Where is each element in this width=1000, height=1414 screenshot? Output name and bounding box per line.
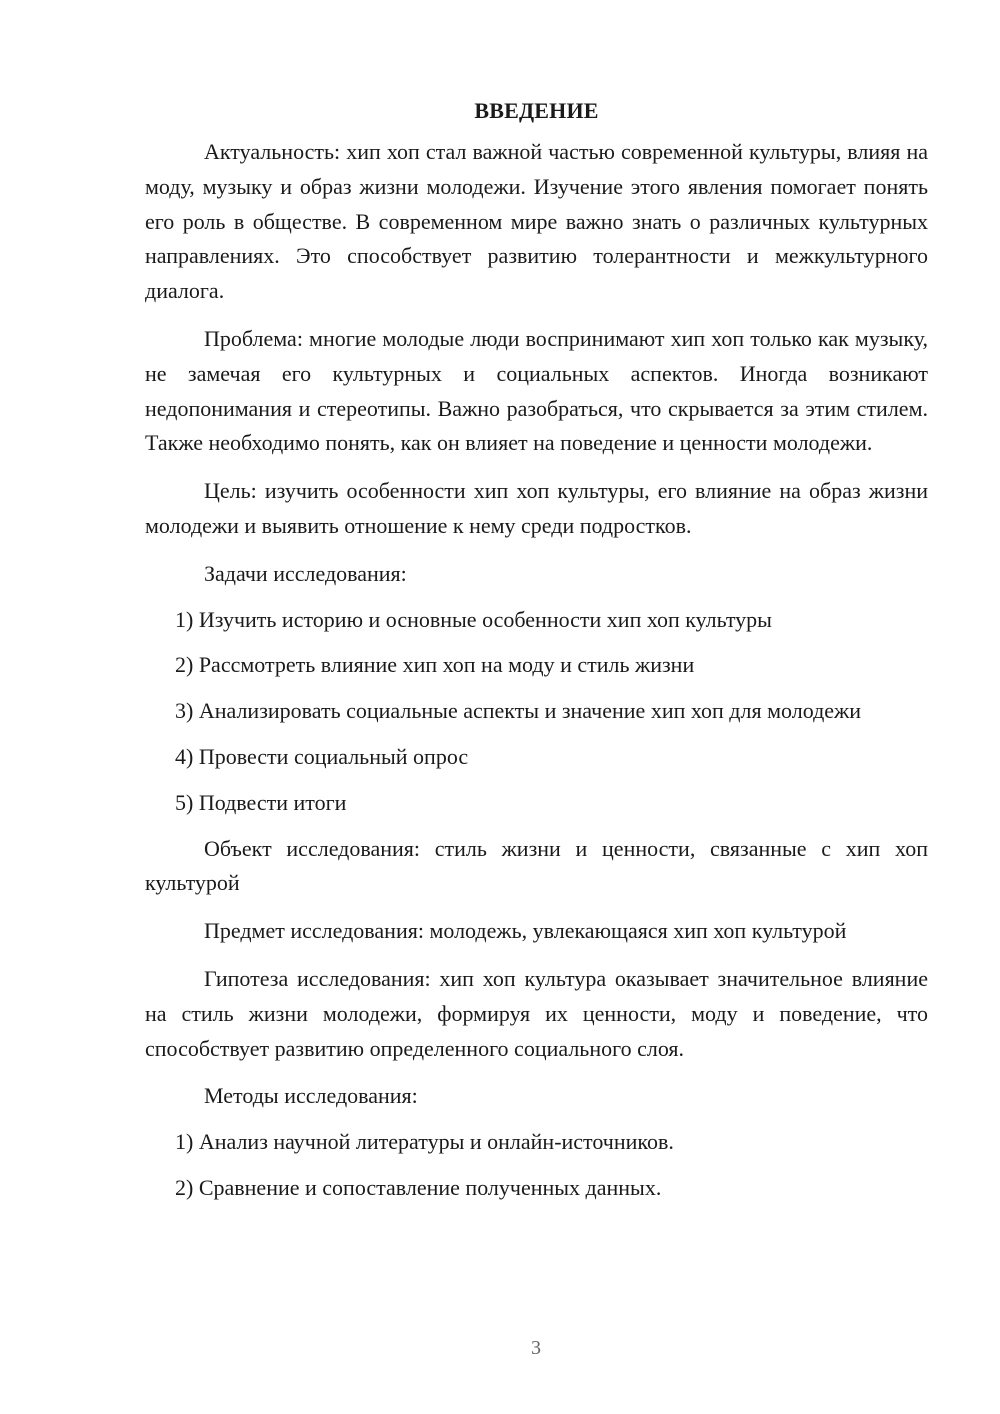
method-item-2: 2) Сравнение и сопоставление полученных данных. — [175, 1174, 662, 1200]
hypothesis-paragraph: Гипотеза исследования: хип хоп культура оказывает значительное влияние на стиль жизни молодежи, формируя их ценности, моду и поведение, что способствует развитию определенного социального слоя. — [145, 965, 928, 1061]
task-item-3: 3) Анализировать социальные аспекты и значение хип хоп для молодежи — [175, 698, 862, 724]
page-number: 3 — [531, 1337, 541, 1359]
task-item-2: 2) Рассмотреть влияние хип хоп на моду и стиль жизни — [175, 652, 695, 678]
relevance-paragraph: Актуальность: хип хоп стал важной частью современной культуры, влияя на моду, музыку и образ жизни молодежи. Изучение этого явления помогает понять его роль в обществе. В современном мире важно знать о различных культурных направлениях. Это способствует развитию толерантности и межкультурного диалога. — [145, 139, 928, 304]
methods-heading: Методы исследования: — [204, 1083, 418, 1109]
subject-paragraph: Предмет исследования: молодежь, увлекающаяся хип хоп культурой — [204, 918, 847, 944]
task-item-4: 4) Провести социальный опрос — [175, 743, 469, 769]
method-item-1: 1) Анализ научной литературы и онлайн-источников. — [175, 1129, 674, 1155]
task-item-1: 1) Изучить историю и основные особенности хип хоп культуры — [175, 606, 772, 632]
goal-paragraph: Цель: изучить особенности хип хоп культуры, его влияние на образ жизни молодежи и выявить отношение к нему среди подростков. — [145, 478, 928, 538]
problem-paragraph: Проблема: многие молодые люди воспринимают хип хоп только как музыку, не замечая его культурных и социальных аспектов. Иногда возникают недопонимания и стереотипы. Важно разобраться, что скрывается за этим стилем. Также необходимо понять, как он влияет на поведение и ценности молодежи. — [145, 325, 928, 456]
page-title: ВВЕДЕНИЕ — [474, 98, 599, 123]
page-content — [145, 94, 928, 1217]
object-paragraph: Объект исследования: стиль жизни и ценности, связанные с хип хоп культурой — [145, 835, 928, 896]
task-item-5: 5) Подвести итоги — [175, 789, 347, 815]
tasks-heading: Задачи исследования: — [204, 560, 407, 586]
